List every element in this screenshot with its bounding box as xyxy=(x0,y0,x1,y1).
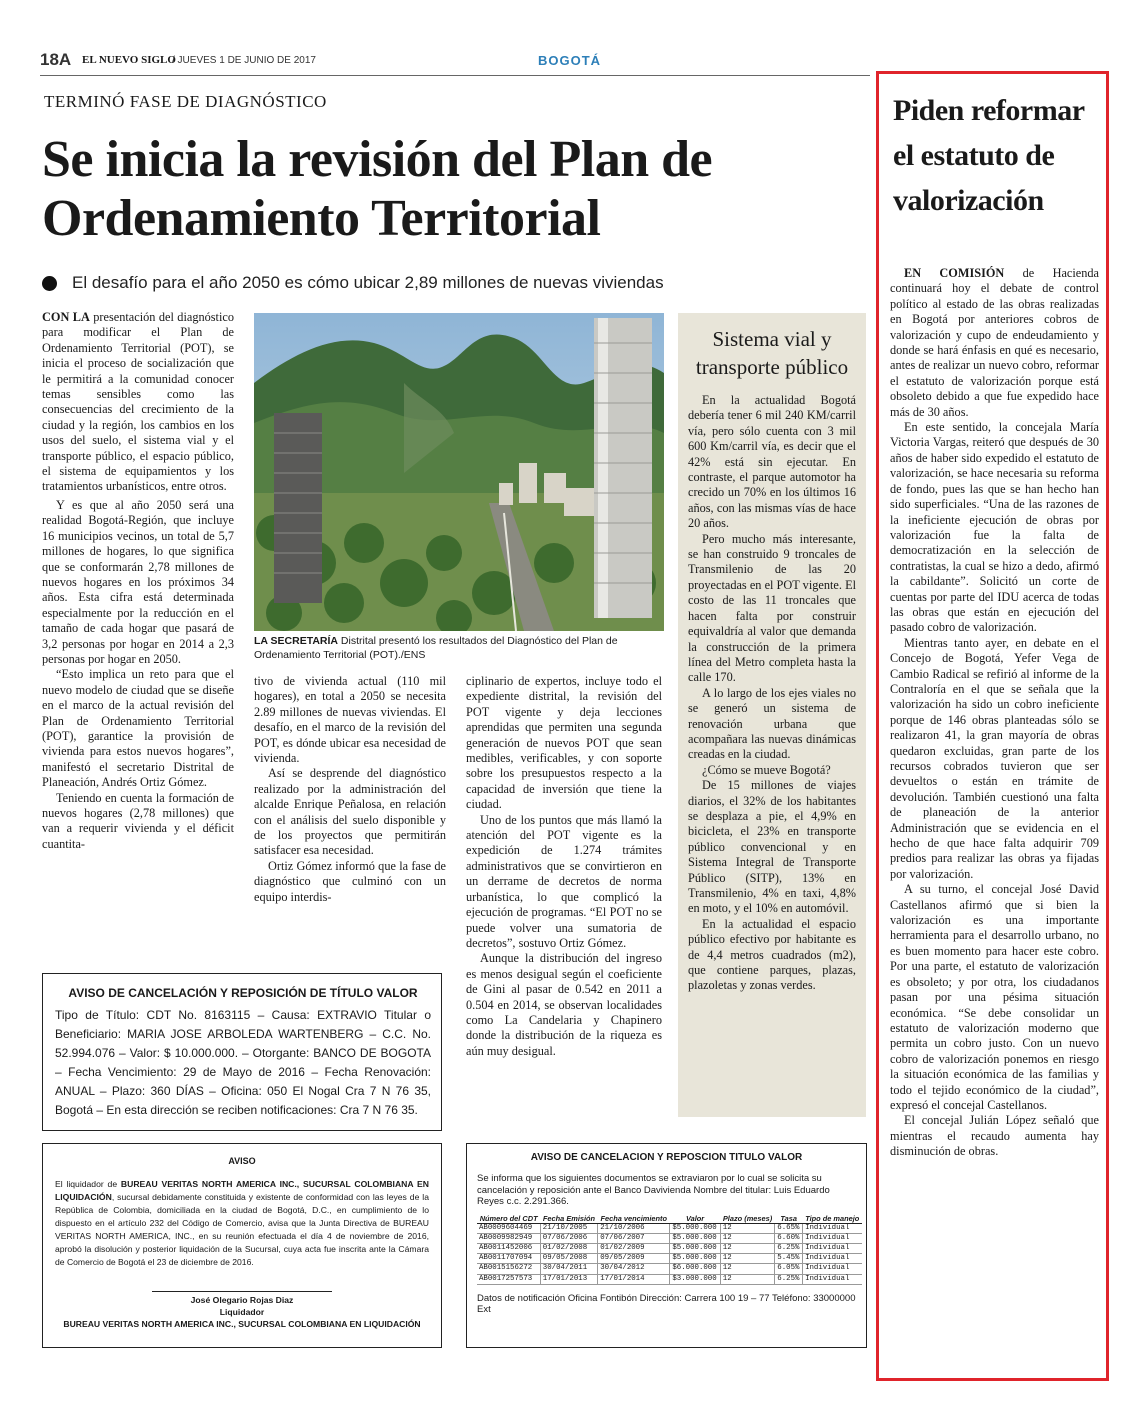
article-column-3 xyxy=(466,674,662,1059)
signature-line xyxy=(152,1291,332,1292)
article-subhead: El desafío para el año 2050 es cómo ubicar 2,89 millones de nuevas viviendas xyxy=(72,273,664,292)
notice-body: Tipo de Título: CDT No. 8163115 – Causa: EXTRAVIO Titular o Beneficiario: MARIA JOSE ARBOLEDA WARTENBERG – C.C. No. 52.994.076 – Valor: $ 10.000.000. – Otorgante: BANCO DE BOGOTA – Fecha Vencimiento: 29 de Mayo de 2016 – Fecha Renovación: ANUAL – Plazo: 360 DÍAS – Oficina: 050 El Nogal Cra 7 N 76 35, Bogotá – En esta dirección se reciben notificaciones: Cra 7 N 76 35. xyxy=(55,1008,431,1117)
paragraph-text: de Hacienda continuará hoy el debate de control político al estado de las obras realizadas en Bogotá por anteriores cobros de valorización y cupo de endeudamiento y donde se hará énfasis en qué es necesario, antes de realizar un nuevo cobro, reformar el estatuto de valorización porque está obsoleto debido a que fue expedido hace más de 30 años. xyxy=(890,266,1099,419)
table-cell: Individual xyxy=(803,1243,862,1253)
table-cell: AB0009982949 xyxy=(477,1233,540,1243)
caption-lead: LA SECRETARÍA xyxy=(254,635,338,647)
table-cell: 12 xyxy=(720,1243,774,1253)
table-cell: 17/01/2013 xyxy=(540,1274,597,1284)
table-cell: 01/02/2008 xyxy=(540,1243,597,1253)
table-cell: AB0011452006 xyxy=(477,1243,540,1253)
table-cell: 21/10/2005 xyxy=(540,1223,597,1233)
table-header-row xyxy=(477,1214,862,1224)
table-cell: $6.000.000 xyxy=(670,1264,720,1274)
table-row xyxy=(477,1233,862,1243)
table-cell: $5.000.000 xyxy=(670,1243,720,1253)
paragraph: En la actualidad Bogotá debería tener 6 mil 240 KM/carril vía, pero sólo cuenta con 3 mil 600 Km/carril vía, es decir que el 42% está sin ejecutar. En contraste, el parque automotor ha crecido un 70% en los últimos 16 años, con las mismas vías de hace 20 años. xyxy=(688,393,856,531)
table-cell: $5.000.000 xyxy=(670,1254,720,1264)
table-cell: 12 xyxy=(720,1274,774,1284)
table-cell: AB0009604469 xyxy=(477,1223,540,1233)
article-column-1 xyxy=(42,310,234,852)
paragraph: Ortiz Gómez informó que la fase de diagnóstico que culminó con un equipo interdis- xyxy=(254,858,446,904)
table-cell: $5.000.000 xyxy=(670,1233,720,1243)
company-name: BUREAU VERITAS NORTH AMERICA INC., SUCURSAL COLOMBIANA EN LIQUIDACIÓN xyxy=(55,1179,429,1202)
issue-date: / JUEVES 1 DE JUNIO DE 2017 xyxy=(172,55,316,66)
table-cell: AB0017257573 xyxy=(477,1274,540,1284)
signer-role: Liquidador xyxy=(219,1307,265,1317)
right-article-title: Piden reformar el estatuto de valorización xyxy=(893,94,1085,217)
sidebar-title: Sistema vial y transporte público xyxy=(695,327,849,379)
table-cell: 6.25% xyxy=(775,1243,803,1253)
table-cell: 07/06/2006 xyxy=(540,1233,597,1243)
article-headline: Se inicia la revisión del Plan de Ordenamiento Territorial xyxy=(42,131,713,247)
table-cell: 6.25% xyxy=(775,1274,803,1284)
table-cell: 12 xyxy=(720,1264,774,1274)
notice-text: , sucursal debidamente constituida y existente de conformidad con las leyes de la República de Colombia, domiciliada en la ciudad de Bogotá, D.C., en cumplimiento de lo dispuesto en el artículo 232 del Código de Comercio, avisa que la Junta Directiva de BUREAU VERITAS NORTH AMERICA, INC., en su reunión efectuada el día 4 de noviembre de 2016, aprobó la disolución y posterior liquidación de la Sucursal, cuya acta fue inscrita ante la Cámara de Comercio de Bogotá el 23 de diciembre de 2016. xyxy=(55,1192,429,1267)
paragraph: Teniendo en cuenta la formación de nuevos hogares (2,78 millones) que van a requerir vivienda y el déficit cuantita- xyxy=(42,790,234,851)
table-cell: 07/06/2007 xyxy=(598,1233,670,1243)
notice-footer: Datos de notificación Oficina Fontibón Dirección: Carrera 100 19 – 77 Teléfono: 33000000 Ext xyxy=(477,1292,856,1316)
table-row xyxy=(477,1274,862,1284)
paragraph: De 15 millones de viajes diarios, el 32% de los habitantes se desplaza a pie, el 4,9% en bicicleta, el 23% en transporte público convencional y en Sistema Integral de Transporte Público (SITP), 13% en Transmilenio, 4% en taxi, 4,8% en moto, y el 10% en automóvil. xyxy=(688,778,856,916)
table-cell: 12 xyxy=(720,1233,774,1243)
table-row xyxy=(477,1254,862,1264)
table-cell: 21/10/2006 xyxy=(598,1223,670,1233)
table-cell: AB0011707094 xyxy=(477,1254,540,1264)
paragraph: Y es que al año 2050 será una realidad Bogotá-Región, que incluye 16 municipios vecinos, un total de 5,7 millones de hogares, lo que significa que se conformarán 2,78 millones de nuevos hogares en los próximos 34 años. Esta cifra está determinada especialmente por la reducción en el tamaño de cada hogar que pasará de 3,2 personas por hogar en 2014 a 2,3 personas por hogar en 2050. xyxy=(42,497,234,666)
newspaper-name: EL NUEVO SIGLO xyxy=(82,54,176,66)
table-cell: 6.65% xyxy=(775,1223,803,1233)
table-cell: 12 xyxy=(720,1254,774,1264)
bogota-skyline-image xyxy=(254,313,664,631)
paragraph: En este sentido, la concejala María Victoria Vargas, reiteró que después de 30 años de haber sido expedido el estatuto de valorización, se hace necesaria su reforma de fondo, pues las que se han hecho han sido superficiales. “Una de las razones de la ineficiente ejecución de obras por valorización fue la falta de democratización en la selección de contratistas, la cual se hizo a dedo, afirmó la cabildante”. Solicitó un corte de cuentas por parte del IDU acerca de todas las obras que están en ejecución del pasado cobro de valorización. xyxy=(890,420,1099,635)
notice-title: AVISO DE CANCELACION Y REPOSCION TITULO VALOR xyxy=(530,1152,803,1163)
lead-in: CON LA xyxy=(42,310,90,324)
paragraph: A lo largo de los ejes viales no se generó un sistema de renovación urbana que acompañara las nuevas dinámicas creadas en la ciudad. xyxy=(688,685,856,762)
legal-notice-cdt xyxy=(42,973,442,1131)
table-cell: Individual xyxy=(803,1274,862,1284)
table-cell: 6.05% xyxy=(775,1264,803,1274)
paragraph: tivo de vivienda actual (110 mil hogares), en total a 2050 se necesita 2.89 millones de nuevas viviendas. El desafío, en el marco de la revisión del POT, es dónde ubicar esa necesidad de vivienda. xyxy=(254,674,446,766)
header-divider xyxy=(40,75,870,76)
table-row xyxy=(477,1243,862,1253)
table-cell: Individual xyxy=(803,1264,862,1274)
paragraph: Uno de los puntos que más llamó la atención del POT vigente es la expedición de 1.274 trámites administrativos que se convirtieron en un derrame de decretos de norma urbanística, lo que complicó la ejecución de programas. “El POT no se puede volver una sumatoria de decretos”, sostuvo Ortiz Gómez. xyxy=(466,812,662,950)
paragraph: Mientras tanto ayer, en debate en el Concejo de Bogotá, Yefer Vega de Cambio Radical se refirió al informe de la Contraloría en el que se señala que la valorización ha sido un cobro ineficiente porque de 146 obras planteadas sólo se realizaron 41, la gran mayoría de obras quedaron excluidas, gran parte de los recursos cobrados tuvieron que ser devueltos o están en trámite de devolución. También cuestionó una falta de planeación de la anterior Administración que se evidencia en el hecho de que hace falta adquirir 709 predios para realizar las obras ya fijadas por valorización. xyxy=(890,635,1099,881)
column-header: Número del CDT xyxy=(477,1214,540,1224)
column-header: Fecha vencimiento xyxy=(598,1214,670,1224)
section-label: BOGOTÁ xyxy=(538,53,602,68)
cdt-table xyxy=(477,1214,862,1285)
table-cell: AB0015156272 xyxy=(477,1264,540,1274)
table-cell: Individual xyxy=(803,1223,862,1233)
paragraph: ¿Cómo se mueve Bogotá? xyxy=(702,762,831,777)
column-header: Valor xyxy=(670,1214,720,1224)
paragraph: ciplinario de expertos, incluye todo el expediente distrital, la revisión del POT vigente y deja lecciones aprendidas que permiten una segunda generación de nuevos POT que sean medibles, verificables, y con soporte sobre los presupuestos respecto a la capacidad de inversión que tiene la ciudad. xyxy=(466,674,662,812)
sidebar-box xyxy=(678,313,866,1117)
paragraph: Aunque la distribución del ingreso es menos desigual según el coeficiente de Gini al pasar de 0.542 en 2011 a 0.504 en 2014, se observan localidades como La Candelaria y Chapinero donde la distribución de la riqueza es aún muy desigual. xyxy=(466,951,662,1058)
bullet-icon xyxy=(42,276,57,291)
table-row xyxy=(477,1223,862,1233)
table-cell: 17/01/2014 xyxy=(598,1274,670,1284)
paragraph: Así se desprende del diagnóstico realizado por la administración del alcalde Enrique Peñalosa, en relación con el análisis del suelo disponible y de los proyectos que permitirán satisfacer esa necesidad. xyxy=(254,766,446,858)
table-cell: Individual xyxy=(803,1254,862,1264)
table-cell: Individual xyxy=(803,1233,862,1243)
article-column-2 xyxy=(254,674,446,905)
article-kicker: TERMINÓ FASE DE DIAGNÓSTICO xyxy=(44,92,327,111)
column-header: Plazo (meses) xyxy=(720,1214,774,1224)
paragraph xyxy=(890,266,1099,420)
column-header: Fecha Emisión xyxy=(540,1214,597,1224)
paragraph xyxy=(42,310,234,495)
table-cell: 6.60% xyxy=(775,1233,803,1243)
page-number: 18A xyxy=(40,50,72,69)
caption-text: Distrital presentó los resultados del Diagnóstico del Plan de Ordenamiento Territorial (POT)./ENS xyxy=(254,635,618,661)
column-header: Tipo de manejo xyxy=(803,1214,862,1224)
signer-name: José Olegario Rojas Diaz xyxy=(190,1295,294,1305)
column-header: Tasa xyxy=(775,1214,803,1224)
legal-notice-davivienda xyxy=(466,1143,867,1348)
table-cell: 5.45% xyxy=(775,1254,803,1264)
city-photo xyxy=(254,313,664,631)
table-cell: 09/05/2009 xyxy=(598,1254,670,1264)
paragraph: Pero mucho más interesante, se han construido 9 troncales de Transmilenio de las 20 proyectadas en el POT vigente. El costo de las 11 troncales que hacen falta por construir equivaldría al valor que demanda la construcción de la primera línea del Metro completa hasta la calle 170. xyxy=(688,531,856,685)
table-cell: $5.000.000 xyxy=(670,1223,720,1233)
photo-caption xyxy=(254,634,664,662)
signer-company: BUREAU VERITAS NORTH AMERICA INC., SUCURSAL COLOMBIANA EN LIQUIDACIÓN xyxy=(63,1319,421,1329)
paragraph-text: presentación del diagnóstico para modificar el Plan de Ordenamiento Territorial (POT), se inicia el proceso de socialización que le permitirá a la comunidad conocer temas sensibles como las consecuencias del crecimiento de la ciudad y la región, los cambios en los usos del suelo, el sistema vial y el transporte público, el espacio público, el sistema de equipamientos y los tratamientos urbanísticos, entre otros. xyxy=(42,310,234,494)
table-cell: 09/05/2008 xyxy=(540,1254,597,1264)
table-cell: $3.000.000 xyxy=(670,1274,720,1284)
right-article-body xyxy=(890,266,1099,1160)
table-row xyxy=(477,1264,862,1274)
table-body xyxy=(477,1223,862,1284)
paragraph: “Esto implica un reto para que el nuevo modelo de ciudad que se diseñe en el marco de la actual revisión del Plan de Ordenamiento Territorial (POT), garantice la provisión de vivienda para estos nuevos hogares”, manifestó el secretario Distrital de Planeación, Andrés Ortiz Gómez. xyxy=(42,667,234,790)
paragraph: El concejal Julián López señaló que mientras el recaudo aumenta hay disminución de obras. xyxy=(890,1113,1099,1159)
notice-title: AVISO DE CANCELACIÓN Y REPOSICIÓN DE TÍTULO VALOR xyxy=(68,986,418,1000)
notice-title: AVISO xyxy=(228,1156,256,1166)
table-cell: 12 xyxy=(720,1223,774,1233)
paragraph: En la actualidad el espacio público efectivo por habitante es de 4,4 metros cuadrados (m2), que contiene parques, plazas, plazoletas y zonas verdes. xyxy=(688,916,856,993)
notice-body xyxy=(55,1178,429,1269)
paragraph: A su turno, el concejal José David Castellanos afirmó que si bien la valorización es una importante herramienta para el desarrollo urbano, no es buen momento para hacer este cobro. Por una parte, el estatuto de valorización es obsoleto; y por otra, los ciudadanos pasan por una pésima situación económica. “Se debe consolidar un estatuto de valorización moderno que permita un cobro justo. Con un nuevo cobro de valorización ponemos en riesgo la situación económica de las familias y todo el tejido económico de la ciudad”, expresó el concejal Castellanos. xyxy=(890,882,1099,1112)
table-cell: 30/04/2011 xyxy=(540,1264,597,1274)
legal-notice-liquidation xyxy=(42,1143,442,1348)
notice-intro: Se informa que los siguientes documentos se extraviaron por lo cual se solicita su cancelación y reposición ante el Banco Davivienda Nombre del titular: Luis Eduardo Reyes c.c. 2.291.366. xyxy=(477,1173,830,1207)
notice-text: El liquidador de xyxy=(55,1179,121,1189)
table-cell: 01/02/2009 xyxy=(598,1243,670,1253)
table-cell: 30/04/2012 xyxy=(598,1264,670,1274)
lead-in: EN COMISIÓN xyxy=(904,266,1005,280)
